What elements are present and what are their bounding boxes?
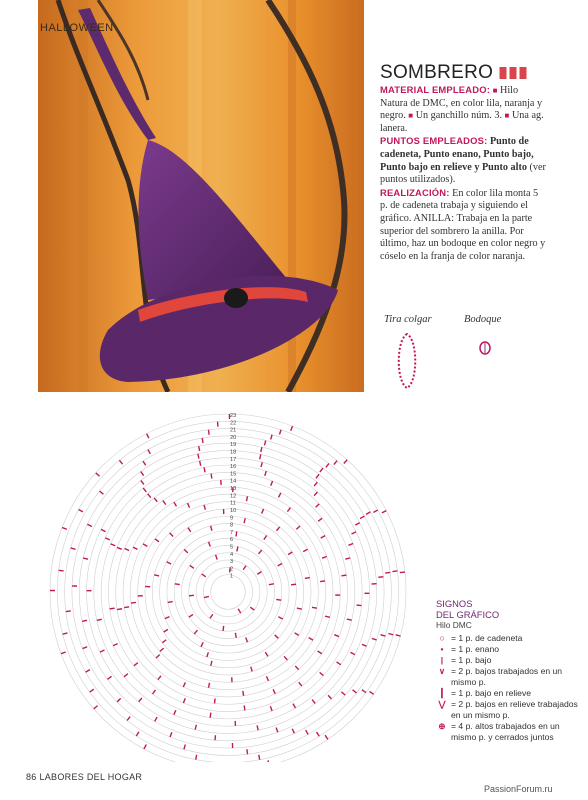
chart-stitch-mark <box>96 473 100 476</box>
material-label: MATERIAL EMPLEADO: <box>380 84 491 95</box>
chart-stitch-mark <box>174 710 176 715</box>
chart-stitch-mark <box>136 732 139 736</box>
legend-symbol-icon: ⋁ <box>438 699 446 709</box>
chart-round-number: 15 <box>230 471 237 478</box>
chart-stitch-mark <box>162 640 166 643</box>
chart-stitch-mark <box>87 524 92 526</box>
chart-stitch-mark <box>148 494 151 498</box>
chart-stitch-mark <box>90 689 94 692</box>
chart-stitch-mark <box>175 584 180 585</box>
chart-stitch-mark <box>276 599 281 600</box>
chart-stitch-mark <box>196 755 197 760</box>
chart-stitch-mark <box>259 755 260 760</box>
crochet-chart <box>36 402 436 762</box>
chart-stitch-mark <box>244 705 245 710</box>
chart-stitch-mark <box>131 602 136 603</box>
chart-stitch-mark <box>269 584 274 585</box>
chart-stitch-mark <box>155 539 159 542</box>
chart-stitch-mark <box>360 516 364 518</box>
chart-stitch-mark <box>133 547 138 549</box>
chart-stitch-mark <box>201 642 203 646</box>
legend-symbol-icon: ┃ <box>439 688 445 698</box>
chart-stitch-mark <box>183 698 185 703</box>
chart-round-ring <box>138 502 319 683</box>
chart-stitch-mark <box>100 650 105 652</box>
chart-stitch-mark <box>261 447 262 452</box>
chart-round-number: 23 <box>230 413 237 419</box>
chart-stitch-mark <box>385 572 390 573</box>
chart-stitch-mark <box>204 505 205 510</box>
stitches-paragraph <box>380 135 546 186</box>
chart-stitch-mark <box>314 482 317 486</box>
chart-round-ring <box>211 575 246 610</box>
chart-stitch-mark <box>147 434 149 438</box>
section-tag: HALLOWEEN <box>40 22 114 34</box>
chart-stitch-mark <box>202 438 203 443</box>
chart-stitch-mark <box>117 698 121 702</box>
chart-stitch-mark <box>372 638 377 640</box>
legend-text: = 1 p. bajo <box>451 655 492 665</box>
chart-stitch-mark <box>143 488 146 492</box>
chart-stitch-mark <box>303 549 307 551</box>
chart-stitch-mark <box>168 602 173 603</box>
legend-title-2: DEL GRÁFICO <box>436 609 500 620</box>
legend-title-1: SIGNOS <box>436 598 473 609</box>
chart-stitch-mark <box>266 676 268 681</box>
title-row <box>380 62 527 84</box>
bullet-icon: ■ <box>504 111 510 121</box>
chart-stitch-mark <box>141 471 144 475</box>
chart-stitch-mark <box>246 496 247 501</box>
chart-round-number: 6 <box>230 537 234 544</box>
chart-stitch-mark <box>320 672 324 675</box>
chart-stitch-mark <box>83 558 88 559</box>
chart-stitch-mark <box>94 706 98 709</box>
chart-stitch-mark <box>259 550 262 554</box>
chart-round-number: 3 <box>230 559 234 566</box>
stitches-text: Punto de cadeneta, Punto enano, Punto bajo, Punto bajo en relieve y Punto alto <box>380 136 534 173</box>
chart-stitch-mark <box>202 574 206 577</box>
chart-stitch-mark <box>334 461 337 465</box>
chart-stitch-mark <box>211 474 212 479</box>
bobble-label: Bodoque <box>464 314 502 325</box>
chart-stitch-mark <box>345 558 350 559</box>
chart-stitch-mark <box>347 619 352 620</box>
chart-stitch-mark <box>244 518 245 523</box>
chart-stitch-mark <box>297 608 302 609</box>
chart-stitch-mark <box>370 691 374 694</box>
bullet-icon: ■ <box>408 111 414 121</box>
chart-stitch-mark <box>366 512 370 514</box>
chart-stitch-mark <box>110 608 115 609</box>
chart-stitch-mark <box>204 596 209 597</box>
chart-stitch-mark <box>154 575 159 576</box>
material-paragraph <box>380 84 546 135</box>
chart-stitch-mark <box>243 566 246 570</box>
chart-stitch-mark <box>353 690 357 693</box>
chart-round-ring <box>160 524 297 661</box>
chart-stitch-mark <box>295 633 299 636</box>
chart-stitch-mark <box>184 745 185 750</box>
difficulty-icon <box>499 67 527 79</box>
chart-stitch-mark <box>251 667 252 672</box>
chart-stitch-mark <box>322 556 327 558</box>
chart-stitch-mark <box>199 446 200 451</box>
chart-stitch-mark <box>127 717 130 721</box>
chart-round-ring <box>196 560 260 624</box>
chart-round-number: 16 <box>230 464 237 471</box>
chart-stitch-mark <box>141 481 144 485</box>
chart-stitch-mark <box>208 542 210 547</box>
chart-round-ring <box>94 458 362 726</box>
chart-stitch-mark <box>117 547 122 549</box>
chart-stitch-mark <box>276 727 278 732</box>
chart-round-ring <box>87 451 370 734</box>
chart-round-number: 17 <box>230 456 237 463</box>
chart-stitch-mark <box>400 572 405 573</box>
chart-stitch-mark <box>204 467 205 472</box>
material-text-1: Hilo Natura de DMC, en color lila, naranja y negro. <box>380 85 543 122</box>
material-text-2: Un ganchillo núm. 3. <box>415 110 502 122</box>
chart-stitch-mark <box>321 536 325 539</box>
chart-stitch-mark <box>317 732 320 736</box>
chart-round-number: 18 <box>230 449 237 456</box>
chart-stitch-mark <box>316 504 320 507</box>
chart-stitch-mark <box>247 749 248 754</box>
chart-stitch-mark <box>62 527 67 529</box>
chart-round-number: 13 <box>230 486 237 493</box>
chart-stitch-mark <box>194 630 197 634</box>
chart-stitch-mark <box>237 547 238 552</box>
chart-round-number: 11 <box>230 500 236 507</box>
page-footer <box>26 772 142 782</box>
chart-stitch-mark <box>170 732 172 737</box>
chart-stitch-mark <box>316 474 319 478</box>
chart-stitch-mark <box>341 692 345 695</box>
chart-stitch-mark <box>328 695 331 699</box>
chart-stitch-mark <box>261 462 262 467</box>
chart-stitch-mark <box>318 651 322 654</box>
chart-stitch-mark <box>273 689 275 694</box>
chart-stitch-mark <box>210 614 213 618</box>
chart-stitch-mark <box>238 609 241 613</box>
chart-stitch-mark <box>200 461 201 466</box>
chart-stitch-mark <box>279 430 281 435</box>
chart-stitch-mark <box>373 510 377 512</box>
chart-stitch-mark <box>99 491 103 494</box>
chart-stitch-mark <box>264 441 265 446</box>
chart-stitch-mark <box>299 682 302 686</box>
chart-stitch-mark <box>284 656 287 660</box>
chart-stitch-mark <box>382 511 386 513</box>
chart-stitch-mark <box>134 663 138 666</box>
chart-round-ring <box>101 465 355 719</box>
legend-row <box>436 655 586 666</box>
chart-stitch-mark <box>270 706 272 711</box>
chart-stitch-mark <box>124 549 129 551</box>
chart-stitch-mark <box>268 760 269 762</box>
chart-round-ring <box>152 516 303 667</box>
chart-stitch-mark <box>264 536 267 540</box>
chart-stitch-mark <box>236 531 237 536</box>
chart-stitch-mark <box>337 662 341 665</box>
legend-symbol-icon: ⊕ <box>438 721 446 731</box>
realization-paragraph <box>380 187 546 264</box>
chart-stitch-mark <box>139 698 142 702</box>
chart-stitch-mark <box>350 652 354 654</box>
chart-stitch-mark <box>83 647 88 649</box>
chart-stitch-mark <box>357 605 362 606</box>
chart-round-number: 20 <box>230 434 237 441</box>
chart-stitch-mark <box>320 468 323 472</box>
chart-stitch-mark <box>271 481 273 486</box>
chart-stitch-mark <box>63 633 68 634</box>
chart-stitch-mark <box>257 572 261 575</box>
legend-symbol-icon: • <box>440 644 444 654</box>
chart-stitch-mark <box>396 635 401 636</box>
chart-stitch-mark <box>262 509 264 514</box>
chart-stitch-mark <box>124 607 129 608</box>
chart-round-number: 12 <box>230 493 237 500</box>
chart-stitch-mark <box>154 498 157 502</box>
chart-stitch-mark <box>66 611 71 612</box>
chart-stitch-mark <box>265 652 268 656</box>
chart-stitch-mark <box>170 533 174 537</box>
chart-round-ring <box>189 553 267 631</box>
chart-stitch-mark <box>144 744 146 748</box>
chart-stitch-mark <box>278 493 280 497</box>
chart-stitch-mark <box>306 730 308 734</box>
chart-round-ring <box>167 531 289 653</box>
chart-stitch-mark <box>243 691 244 696</box>
legend-text: = 2 p. bajos en relieve trabajados en un mismo p. <box>451 699 578 720</box>
chart-stitch-mark <box>278 617 282 619</box>
chart-stitch-mark <box>165 617 170 619</box>
chart-stitch-mark <box>293 704 296 708</box>
chart-stitch-mark <box>210 713 211 718</box>
chart-round-ring <box>79 443 377 741</box>
chart-stitch-mark <box>287 508 290 512</box>
chart-stitch-mark <box>183 682 185 687</box>
chart-round-number: 10 <box>230 507 237 514</box>
legend-text: = 4 p. altos trabajados en un mismo p. y cerrados juntos <box>451 721 560 742</box>
chart-stitch-mark <box>250 607 254 610</box>
chart-stitch-mark <box>235 633 236 638</box>
chart-round-number: 5 <box>230 544 234 551</box>
material-text-3: Una ag. lanera. <box>380 110 544 134</box>
chart-stitch-mark <box>348 543 353 545</box>
legend-row <box>436 644 586 655</box>
chart-stitch-mark <box>97 619 102 620</box>
chart-stitch-mark <box>119 460 122 464</box>
chart-stitch-mark <box>164 629 168 632</box>
chart-stitch-mark <box>295 666 298 670</box>
chart-stitch-mark <box>291 426 293 431</box>
chart-stitch-mark <box>189 614 193 617</box>
chart-stitch-mark <box>312 700 315 704</box>
chart-stitch-mark <box>341 575 346 576</box>
chart-stitch-mark <box>184 549 188 552</box>
chart-stitch-mark <box>325 735 328 739</box>
chart-stitch-mark <box>326 463 329 467</box>
chart-stitch-mark <box>320 581 325 582</box>
page-title: SOMBRERO <box>380 62 494 83</box>
chart-stitch-mark <box>82 620 87 621</box>
chart-stitch-mark <box>312 607 317 608</box>
chart-stitch-mark <box>275 635 279 638</box>
chart-round-number: 19 <box>230 442 237 449</box>
chart-stitch-mark <box>148 450 150 454</box>
chart-stitch-mark <box>156 655 160 658</box>
chart-stitch-mark <box>296 526 300 529</box>
legend-text: = 2 p. bajos trabajados en un mismo p. <box>451 666 563 687</box>
legend-brand: Hilo DMC <box>436 620 472 630</box>
chart-round-ring <box>181 545 274 638</box>
legend-text: = 1 p. de cadeneta <box>451 633 523 643</box>
chart-round-number: 8 <box>230 522 234 529</box>
realization-label: REALIZACIÓN: <box>380 186 450 198</box>
chart-stitch-mark <box>188 528 191 532</box>
chart-stitch-mark <box>158 676 161 680</box>
chart-stitch-mark <box>278 564 282 566</box>
chart-round-ring <box>123 487 333 697</box>
legend-symbol-icon: | <box>440 655 444 665</box>
chart-stitch-mark <box>352 532 357 534</box>
chart-stitch-mark <box>271 435 272 440</box>
chart-round-ring <box>50 414 406 762</box>
chart-stitch-mark <box>107 676 111 679</box>
hat-photo <box>38 0 364 392</box>
chart-stitch-mark <box>223 626 224 631</box>
chart-stitch-mark <box>71 548 76 549</box>
chart-stitch-mark <box>174 502 177 506</box>
chart-stitch-mark <box>292 729 294 734</box>
chart-stitch-mark <box>124 674 128 677</box>
chart-round-number: 1 <box>230 573 234 580</box>
chart-stitch-mark <box>211 661 212 666</box>
chart-stitch-mark <box>113 644 118 646</box>
chart-stitch-mark <box>167 562 171 564</box>
chart-stitch-mark <box>265 471 267 476</box>
chart-stitch-mark <box>325 616 330 617</box>
chart-round-ring <box>174 538 282 646</box>
chart-stitch-mark <box>163 501 166 505</box>
chart-stitch-mark <box>314 492 317 496</box>
legend <box>436 598 586 743</box>
stitches-note: (ver puntos utilizados). <box>380 161 546 186</box>
chart-stitch-mark <box>318 518 322 521</box>
chart-round-number: 21 <box>230 427 237 434</box>
chart-stitch-mark <box>153 690 156 694</box>
chart-stitch-mark <box>277 527 280 531</box>
chart-stitch-mark <box>155 717 157 721</box>
strap-label: Tira colgar <box>384 314 432 325</box>
chart-stitch-mark <box>117 609 122 610</box>
bobble-diagram <box>478 340 492 356</box>
chart-round-number: 22 <box>230 420 237 427</box>
legend-row <box>436 699 586 721</box>
legend-row <box>436 666 586 688</box>
chart-stitch-mark <box>257 725 258 730</box>
legend-text: = 1 p. enano <box>451 644 500 654</box>
chart-stitch-mark <box>198 454 199 459</box>
chart-stitch-mark <box>260 454 261 459</box>
chart-stitch-mark <box>101 529 105 531</box>
strap-diagram <box>392 330 422 392</box>
chart-stitch-mark <box>344 460 347 464</box>
magazine-name: LABORES DEL HOGAR <box>39 772 143 782</box>
chart-round-number: 14 <box>230 478 237 485</box>
chart-stitch-mark <box>111 544 116 546</box>
chart-round-ring <box>65 429 392 756</box>
legend-text: = 1 p. bajo en relieve <box>451 688 532 698</box>
chart-stitch-mark <box>216 555 218 560</box>
legend-row <box>436 688 586 699</box>
chart-stitch-mark <box>305 578 310 579</box>
chart-stitch-mark <box>288 552 292 555</box>
chart-stitch-mark <box>246 638 248 643</box>
chart-stitch-mark <box>388 633 393 634</box>
chart-round-ring <box>108 472 347 711</box>
chart-stitch-mark <box>211 526 212 531</box>
chart-stitch-mark <box>381 635 386 636</box>
chart-stitch-mark <box>143 461 146 465</box>
page-number: 86 <box>26 772 37 782</box>
chart-stitch-mark <box>79 510 83 512</box>
chart-stitch-mark <box>392 571 397 572</box>
chart-stitch-mark <box>362 690 366 693</box>
chart-stitch-mark <box>160 648 164 651</box>
chart-stitch-mark <box>309 638 313 640</box>
instructions <box>380 84 546 263</box>
chart-stitch-mark <box>188 503 190 508</box>
chart-stitch-mark <box>208 430 209 435</box>
legend-symbol-icon: ○ <box>439 633 445 643</box>
chart-stitch-mark <box>291 584 296 585</box>
legend-row <box>436 633 586 644</box>
chart-stitch-mark <box>59 570 64 571</box>
watermark: PassionForum.ru <box>484 784 553 794</box>
chart-stitch-mark <box>195 725 196 730</box>
chart-stitch-mark <box>215 698 216 703</box>
chart-stitch-mark <box>105 538 110 540</box>
chart-stitch-mark <box>209 683 210 688</box>
chart-round-number: 4 <box>230 551 234 558</box>
chart-round-ring <box>72 436 384 748</box>
stitches-label: PUNTOS EMPLEADOS: <box>380 135 488 147</box>
legend-symbol-icon: ∨ <box>438 666 446 676</box>
chart-stitch-mark <box>86 670 90 672</box>
chart-round-number: 9 <box>230 515 234 522</box>
legend-row <box>436 721 586 743</box>
bullet-icon: ■ <box>492 86 498 95</box>
chart-stitch-mark <box>207 652 209 657</box>
realization-text: En color lila monta 5 p. de cadeneta trabaja y siguiendo el gráfico. ANILLA: Trabaja en la parte superior del sombrero la anilla. Por último, haz un bodoque en color negro y cóselo en la franja de color naranja. <box>380 187 546 262</box>
chart-round-ring <box>116 480 341 705</box>
chart-stitch-mark <box>190 565 194 568</box>
chart-round-number: 2 <box>230 566 234 573</box>
chart-stitch-mark <box>362 644 367 646</box>
chart-round-number: 7 <box>230 529 234 536</box>
chart-stitch-mark <box>61 652 66 654</box>
chart-stitch-mark <box>355 523 359 525</box>
chart-stitch-mark <box>143 544 147 546</box>
chart-stitch-mark <box>334 635 339 637</box>
